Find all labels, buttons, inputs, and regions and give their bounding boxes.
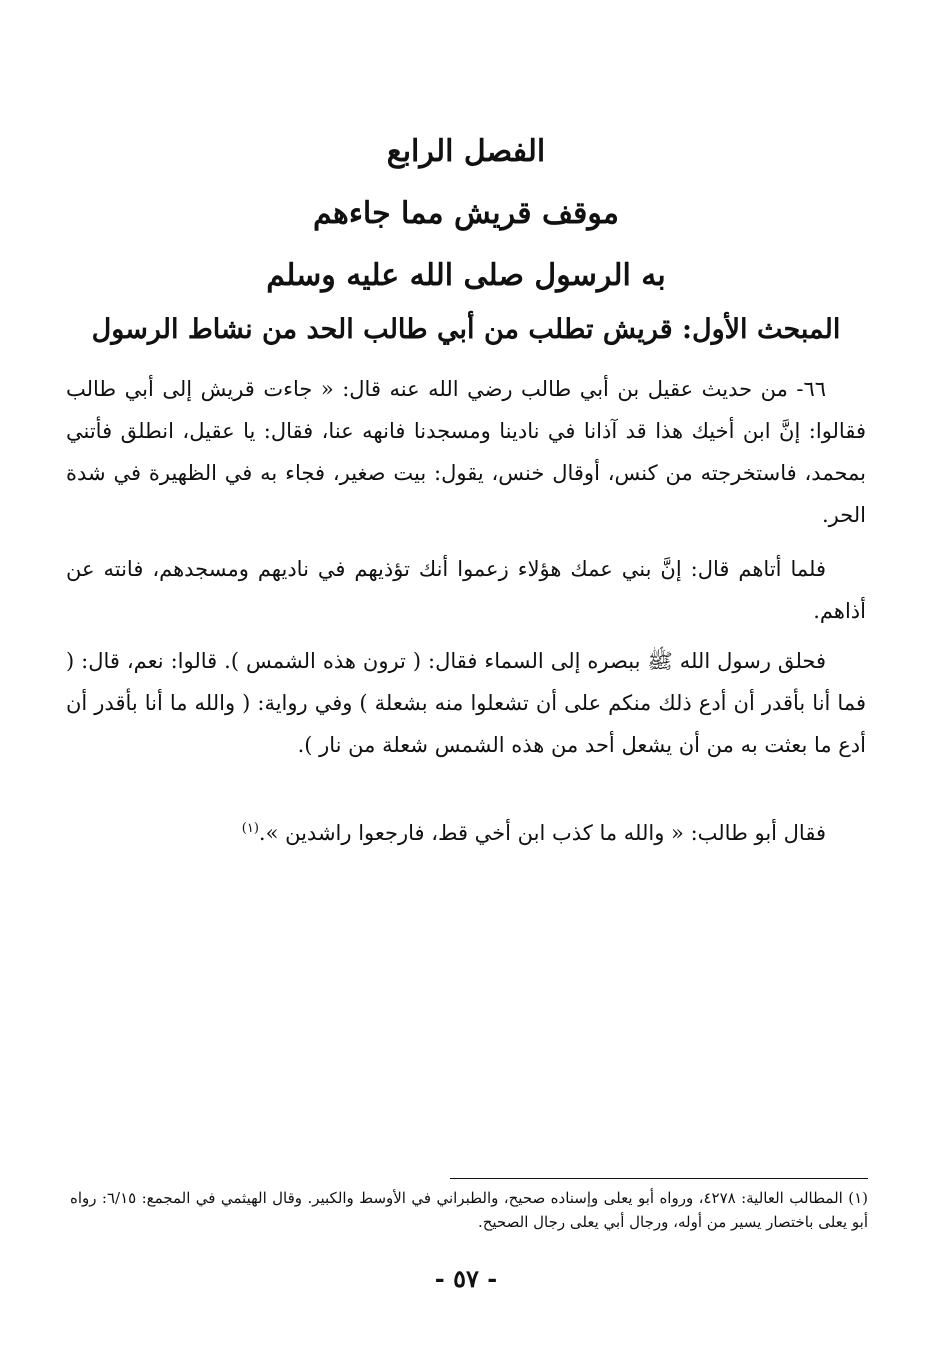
paragraph-prophet-reply: [66, 640, 866, 766]
chapter-title: الفصل الرابع: [386, 134, 546, 169]
paragraph-abu-talib-conclusion: [66, 812, 866, 854]
section-title: المبحث الأول: قريش تطلب من أبي طالب الحد من نشاط الرسول: [91, 314, 841, 345]
paragraph-text: فلما أتاهم قال: إنَّ بني عمك هؤلاء زعموا أنك تؤذيهم في ناديهم ومسجدهم، فانته عن أذاهم.: [66, 557, 866, 623]
footnote: (١) المطالب العالية: ٤٢٧٨، ورواه أبو يعلى وإسناده صحيح، والطبراني في الأوسط والكبير. وقال الهيثمي في المجمع: ٦/١٥: رواه أبو يعلى باختصار يسير من أوله، ورجال أبي يعلى رجال الصحيح.: [70, 1189, 868, 1231]
paragraph-hadith-66: [66, 368, 866, 536]
paragraph-text: فحلق رسول الله ﷺ ببصره إلى السماء فقال: ( ترون هذه الشمس ). قالوا: نعم، قال: ( فما أنا بأقدر أن أدع ذلك منكم على أن تشعلوا منه بشعلة ) وفي رواية: ( والله ما أنا بأقدر أن أدع ما بعثت به من أن يشعل أحد من هذه الشمس شعلة من نار ).: [66, 649, 866, 757]
page-number: - ٥٧ -: [434, 1264, 498, 1293]
footnote-divider: [450, 1178, 868, 1179]
footnote-marker[interactable]: (١): [241, 821, 259, 836]
chapter-subtitle-line1: موقف قريش مما جاءهم: [313, 196, 619, 231]
paragraph-text: ٦٦- من حديث عقيل بن أبي طالب رضي الله عنه قال: « جاءت قريش إلى أبي طالب فقالوا: إنَّ ابن أخيك هذا قد آذانا في نادينا ومسجدنا فانهه عنا، فقال: يا عقيل، انطلق فأتني بمحمد، فاستخرجته من كنس، أوقال خنس، يقول: بيت صغير، فجاء به في الظهيرة في شدة الحر.: [66, 377, 866, 527]
paragraph-text: فقال أبو طالب: « والله ما كذب ابن أخي قط، فارجعوا راشدين ».: [258, 821, 826, 845]
chapter-subtitle-line2: به الرسول صلى الله عليه وسلم: [266, 258, 666, 293]
paragraph-abu-talib-speech: [66, 548, 866, 632]
